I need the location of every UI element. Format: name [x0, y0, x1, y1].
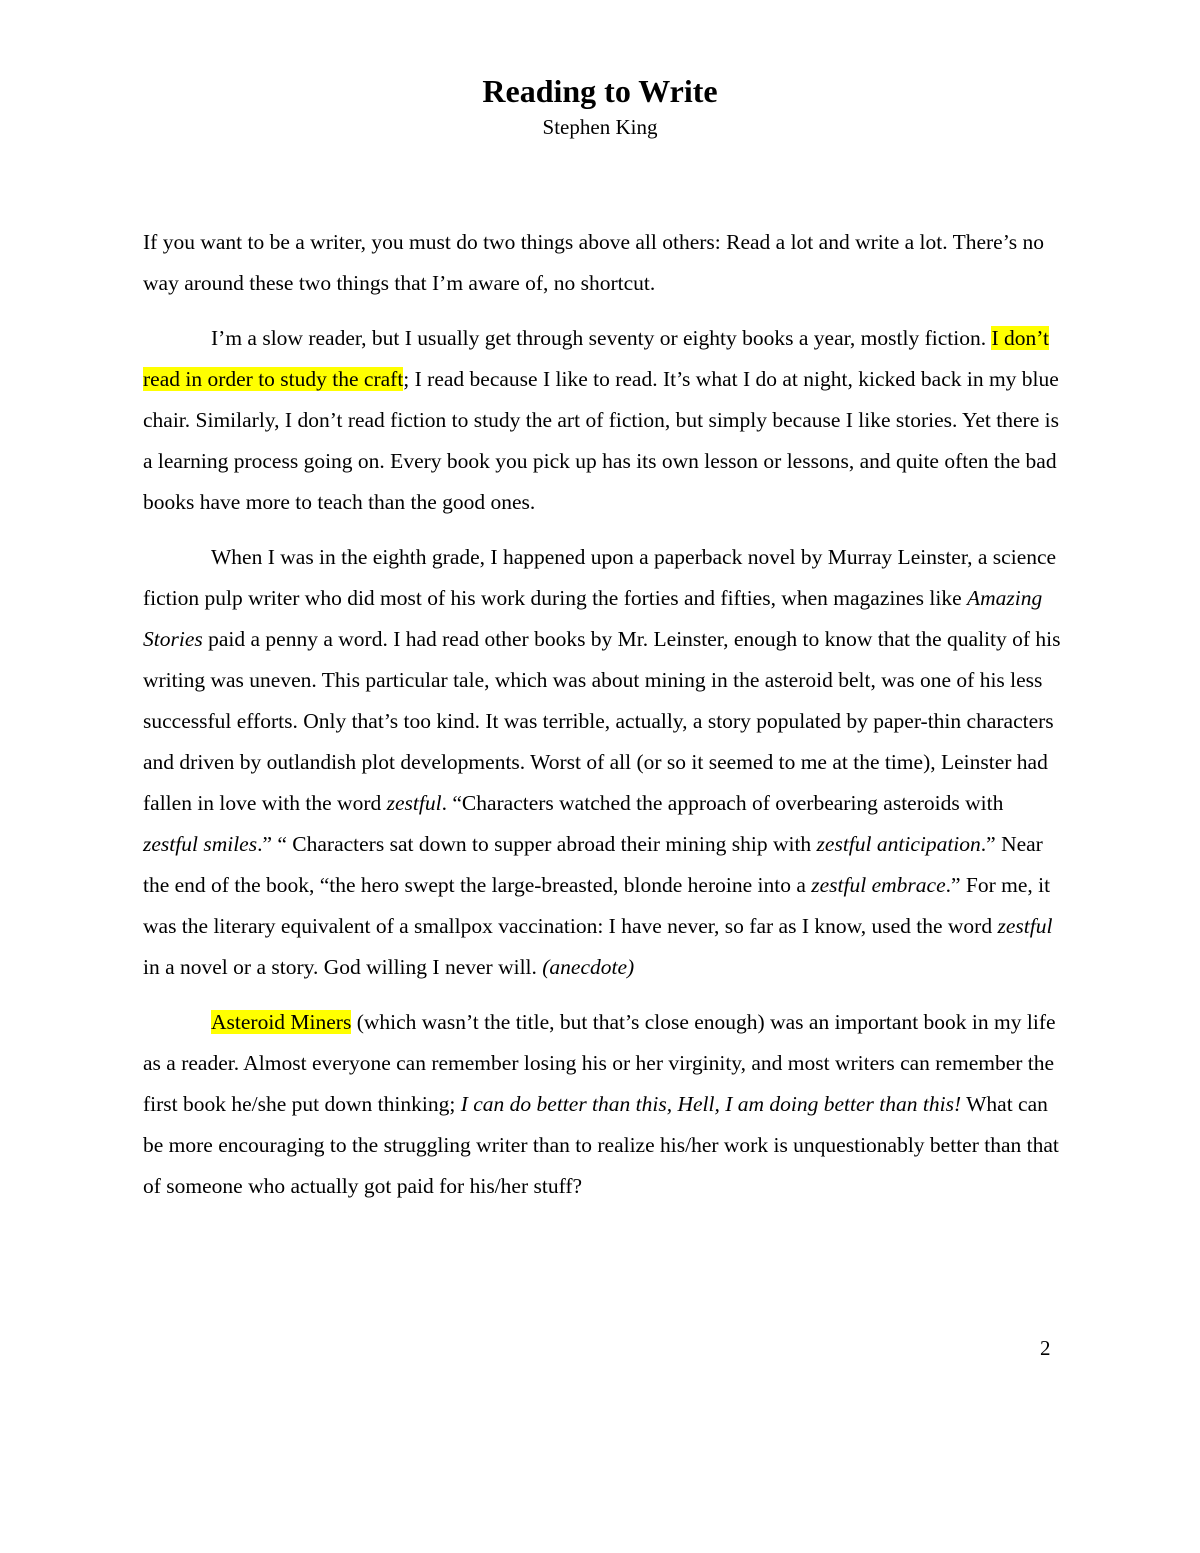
paragraph-3-text-a: When I was in the eighth grade, I happened upon a paperback novel by Murray Leinster, a science fiction pulp writer who did most of his work during the forties and fifties, when magazines like [143, 545, 1057, 610]
italic-word: zestful [386, 791, 442, 815]
italic-quote: I can do better than this, Hell, I am doing better than this! [460, 1092, 962, 1116]
italic-magazine-title: Amazing Stories [143, 586, 1043, 651]
paragraph-3-text-b: paid a penny a word. I had read other books by Mr. Leinster, enough to know that the quality of his writing was uneven. This particular tale, which was about mining in the asteroid belt, was one of his less successful efforts. Only that’s too kind. It was terrible, actually, a story populated by paper-thin characters and driven by outlandish plot developments. Worst of all (or so it seemed to me at the time), Leinster had fallen in love with the word [143, 627, 1061, 815]
paragraph-3 [143, 537, 1063, 988]
highlighted-book-title: Asteroid Miners [211, 1010, 352, 1034]
italic-word: zestful [997, 914, 1053, 938]
italic-phrase: zestful smiles [143, 832, 258, 856]
page-number: 2 [1040, 1336, 1051, 1360]
paragraph-3-text-d: .” “ Characters sat down to supper abroad their mining ship with [257, 832, 817, 856]
italic-phrase: zestful anticipation [816, 832, 981, 856]
paragraph-4-text-a: (which wasn’t the title, but that’s close enough) was an important book in my life as a reader. Almost everyone can remember losing his or her virginity, and most writers can remember the first book he/she put down thinking; [143, 1010, 1056, 1116]
paragraph-1 [143, 222, 1063, 304]
paragraph-2-text-b: ; I read because I like to read. It’s what I do at night, kicked back in my blue chair. Similarly, I don’t read fiction to study the art of fiction, but simply because I like stories. Yet there is a learning process going on. Every book you pick up has its own lesson or lessons, and quite often the bad books have more to teach than the good ones. [143, 367, 1059, 514]
highlighted-phrase: I don’t read in order to study the craft [143, 326, 1049, 391]
italic-annotation: (anecdote) [542, 955, 635, 979]
document-title: Reading to Write [482, 73, 718, 109]
paragraph-4 [143, 1002, 1063, 1207]
paragraph-3-text-g: in a novel or a story. God willing I never will. [143, 955, 543, 979]
paragraph-3-text-e: .” Near the end of the book, “the hero swept the large-breasted, blonde heroine into a [143, 832, 1043, 897]
paragraph-2 [143, 318, 1063, 523]
paragraph-2-text-a: I’m a slow reader, but I usually get through seventy or eighty books a year, mostly fiction. [211, 326, 992, 350]
paragraph-3-text-c: . “Characters watched the approach of overbearing asteroids with [441, 791, 1004, 815]
document-body [143, 222, 1063, 1221]
paragraph-4-text-b: What can be more encouraging to the struggling writer than to realize his/her work is unquestionably better than that of someone who actually got paid for his/her stuff? [143, 1092, 1059, 1198]
paragraph-1-text: If you want to be a writer, you must do two things above all others: Read a lot and write a lot. There’s no way around these two things that I’m aware of, no shortcut. [143, 230, 1044, 295]
paragraph-3-text-f: .” For me, it was the literary equivalent of a smallpox vaccination: I have never, so far as I know, used the word [143, 873, 1051, 938]
italic-phrase: zestful embrace [811, 873, 946, 897]
document-author: Stephen King [542, 115, 658, 139]
